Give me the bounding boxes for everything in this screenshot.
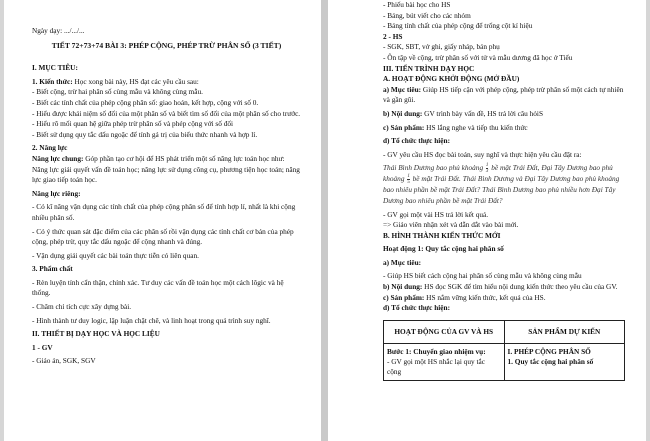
after-item: => Giáo viên nhận xét và dẫn dắt vào bài mới. — [383, 220, 519, 230]
lesson-title: TIẾT 72+73+74 BÀI 3: PHÉP CỘNG, PHÉP TRỪ PHÂN SỐ (3 TIẾT) — [51, 40, 282, 50]
section-process-heading: III. TIẾN TRÌNH DẠY HỌC — [383, 63, 475, 73]
specific-ability-label: Năng lực riêng: — [32, 188, 81, 198]
content-paragraph — [383, 109, 626, 120]
content2-label: b) Nội dung: — [383, 282, 423, 292]
document-page-left — [4, 0, 321, 441]
fraction-denominator: 3 — [485, 169, 489, 175]
teacher-materials-item: - Bảng tính chất của phép cộng để trống cột kí hiệu — [383, 21, 533, 31]
after-item: - GV gọi một vài HS trả lời kết quả. — [383, 209, 489, 219]
table-header-activities: HOẠT ĐỘNG CỦA GV VÀ HS — [384, 320, 505, 343]
organization-text: - GV yêu cầu HS đọc bài toán, suy nghĩ và thực hiện yêu cầu đặt ra: — [383, 149, 582, 159]
problem-part-3: bề mặt Trái Đất. Thái Bình Dương và Đại Tây Dương bao phủ khoảng bao nhiêu phần bề mặt Trái Đất? Thái Bình Dương bao phủ nhiều hơn Đại Tây Dương bao nhiêu phần bề mặt Trái Đất? — [383, 174, 620, 205]
knowledge-item: - Biết cộng, trừ hai phân số cùng mẫu và không cùng mẫu. — [32, 87, 203, 97]
organization-label: d) Tổ chức thực hiện: — [383, 136, 451, 146]
activity-table — [383, 320, 625, 381]
fraction-denominator: 5 — [407, 180, 410, 186]
product-text: HS lắng nghe và tiếp thu kiến thức — [424, 122, 528, 132]
step-label: Bước 1: Chuyển giao nhiệm vụ: — [387, 346, 486, 356]
teaching-date: Ngày dạy: .../.../... — [32, 26, 85, 35]
specific-ability-item: - Vận dụng giải quyết các bài toán thực tiễn có liên quan. — [32, 250, 199, 260]
knowledge-intro: Học xong bài này, HS đạt các yêu cầu sau: — [72, 76, 199, 86]
table-header-row — [384, 320, 625, 343]
section-equipment-heading: II. THIẾT BỊ DẠY HỌC VÀ HỌC LIỆU — [32, 329, 160, 339]
content2-text: HS đọc SGK để tìm hiểu nội dung kiến thức theo yêu cầu của GV. — [422, 282, 618, 292]
aim-label: a) Mục tiêu: — [383, 84, 422, 94]
knowledge-label: 1. Kiến thức: — [32, 76, 73, 86]
product-subtitle: 1. Quy tắc cộng hai phân số — [507, 356, 594, 366]
page-gutter — [321, 0, 328, 441]
fraction-numerator: 1 — [485, 163, 489, 169]
teacher-materials-item: - Phiếu bài học cho HS — [383, 0, 451, 9]
knowledge-item: - Biết sử dụng quy tắc dấu ngoặc để tính gá trị của biểu thức nhanh và hợp lí. — [32, 129, 258, 139]
product2-paragraph — [383, 293, 626, 304]
teacher-materials-item: - Giáo án, SGK, SGV — [32, 356, 96, 366]
quality-item: - Hình thành tư duy logic, lập luận chặt chẽ, và linh hoạt trong quá trình suy nghĩ. — [32, 315, 271, 325]
quality-item: - Rèn luyện tính cẩn thận, chính xác. Tư duy các vấn đề toán học một cách lôgic và hệ thống. — [32, 277, 284, 298]
product2-text: HS nắm vững kiến thức, kết quả của HS. — [424, 292, 546, 302]
general-ability-paragraph — [32, 154, 301, 186]
knowledge-item: - Hiểu được khái niệm số đối của một phân số và biết tìm số đối của một phân số cho trước. — [32, 108, 301, 118]
quality-heading: 3. Phẩm chất — [32, 264, 73, 274]
organization2-label: d) Tổ chức thực hiện: — [383, 303, 451, 313]
knowledge-paragraph — [32, 77, 301, 88]
student-materials-heading: 2 - HS — [383, 31, 403, 41]
step-text: - GV gọi một HS nhắc lại quy tắc cộng — [387, 356, 485, 376]
aim2-text: - Giúp HS biết cách cộng hai phân số cùng mẫu và không cùng mẫu — [383, 271, 582, 281]
document-page-right — [328, 0, 646, 441]
specific-ability-item: - Có kĩ năng vận dụng các tính chất của phép cộng phân số để tính hợp lí, nhất là khi cộng nhiều phân số. — [32, 202, 296, 222]
teacher-materials-item: - Bảng, bút viết cho các nhóm — [383, 10, 471, 20]
problem-part-2: bề mặt Trái Đất, Đại Tây Dương bao phủ khoảng — [383, 163, 613, 184]
product2-label: c) Sản phẩm: — [383, 292, 425, 302]
content2-paragraph — [383, 282, 626, 293]
specific-ability-item: - Có ý thức quan sát đặc điểm của các phân số rồi vận dụng các tính chất cơ bản của phép cộng, phép trừ, quy tắc dấu ngoặc để cộng nhanh và đúng. — [32, 226, 294, 247]
content-text: GV trình bày vấn đề, HS trả lời câu hỏiS — [422, 108, 544, 118]
table-cell-product — [504, 343, 625, 380]
ability-heading: 2. Năng lực — [32, 143, 68, 153]
fraction-one-fifth — [407, 174, 410, 185]
section-b-heading: B. HÌNH THÀNH KIẾN THỨC MỚI — [383, 230, 501, 240]
section-objectives-heading: I. MỤC TIÊU: — [32, 63, 78, 73]
problem-part-1: Thái Bình Dương bao phủ khoảng — [383, 163, 485, 173]
aim2-label: a) Mục tiêu: — [383, 257, 422, 267]
product-label: c) Sản phẩm: — [383, 122, 425, 132]
table-cell-activity — [384, 343, 505, 380]
aim-text: Giúp HS tiếp cận với phép cộng, phép trừ phân số một cách tự nhiên và gần gũi. — [383, 84, 624, 105]
product-title: I. PHÉP CỘNG PHÂN SỐ — [507, 346, 591, 356]
teacher-materials-heading: 1 - GV — [32, 342, 53, 352]
problem-statement — [383, 163, 626, 206]
general-ability-label: Năng lực chung: — [32, 153, 84, 163]
activity-a-heading: A. HOẠT ĐỘNG KHỞI ĐỘNG (MỞ ĐẦU) — [383, 74, 520, 84]
student-materials-item: - Ôn tập về cộng, trừ phân số với tử và mẫu dương đã học ở Tiểu — [383, 52, 573, 62]
general-ability-text: Góp phần tạo cơ hội để HS phát triển một số năng lực toán học như: Năng lực giải quyết vấn đề toán học; năng lực sử dụng công cụ, phương tiện học toán; năng lực giao tiếp toán học. — [32, 153, 300, 185]
product-paragraph — [383, 123, 626, 134]
aim-paragraph — [383, 85, 626, 106]
student-materials-item: - SGK, SBT, vở ghi, giấy nháp, bản phụ — [383, 42, 500, 52]
table-row — [384, 343, 625, 380]
knowledge-item: - Biết các tính chất của phép cộng phân số: giao hoán, kết hợp, cộng với số 0. — [32, 97, 259, 107]
knowledge-item: - Hiểu rõ mối quan hệ giữa phép trừ phân số và phép cộng với số đối — [32, 119, 234, 129]
quality-item: - Chăm chỉ tích cực xây dựng bài. — [32, 302, 132, 312]
content-label: b) Nội dung: — [383, 108, 423, 118]
activity-1-heading: Hoạt động 1: Quy tắc cộng hai phân số — [383, 244, 504, 254]
table-header-products: SẢN PHẨM DỰ KIẾN — [504, 320, 625, 343]
fraction-numerator: 1 — [407, 174, 410, 180]
